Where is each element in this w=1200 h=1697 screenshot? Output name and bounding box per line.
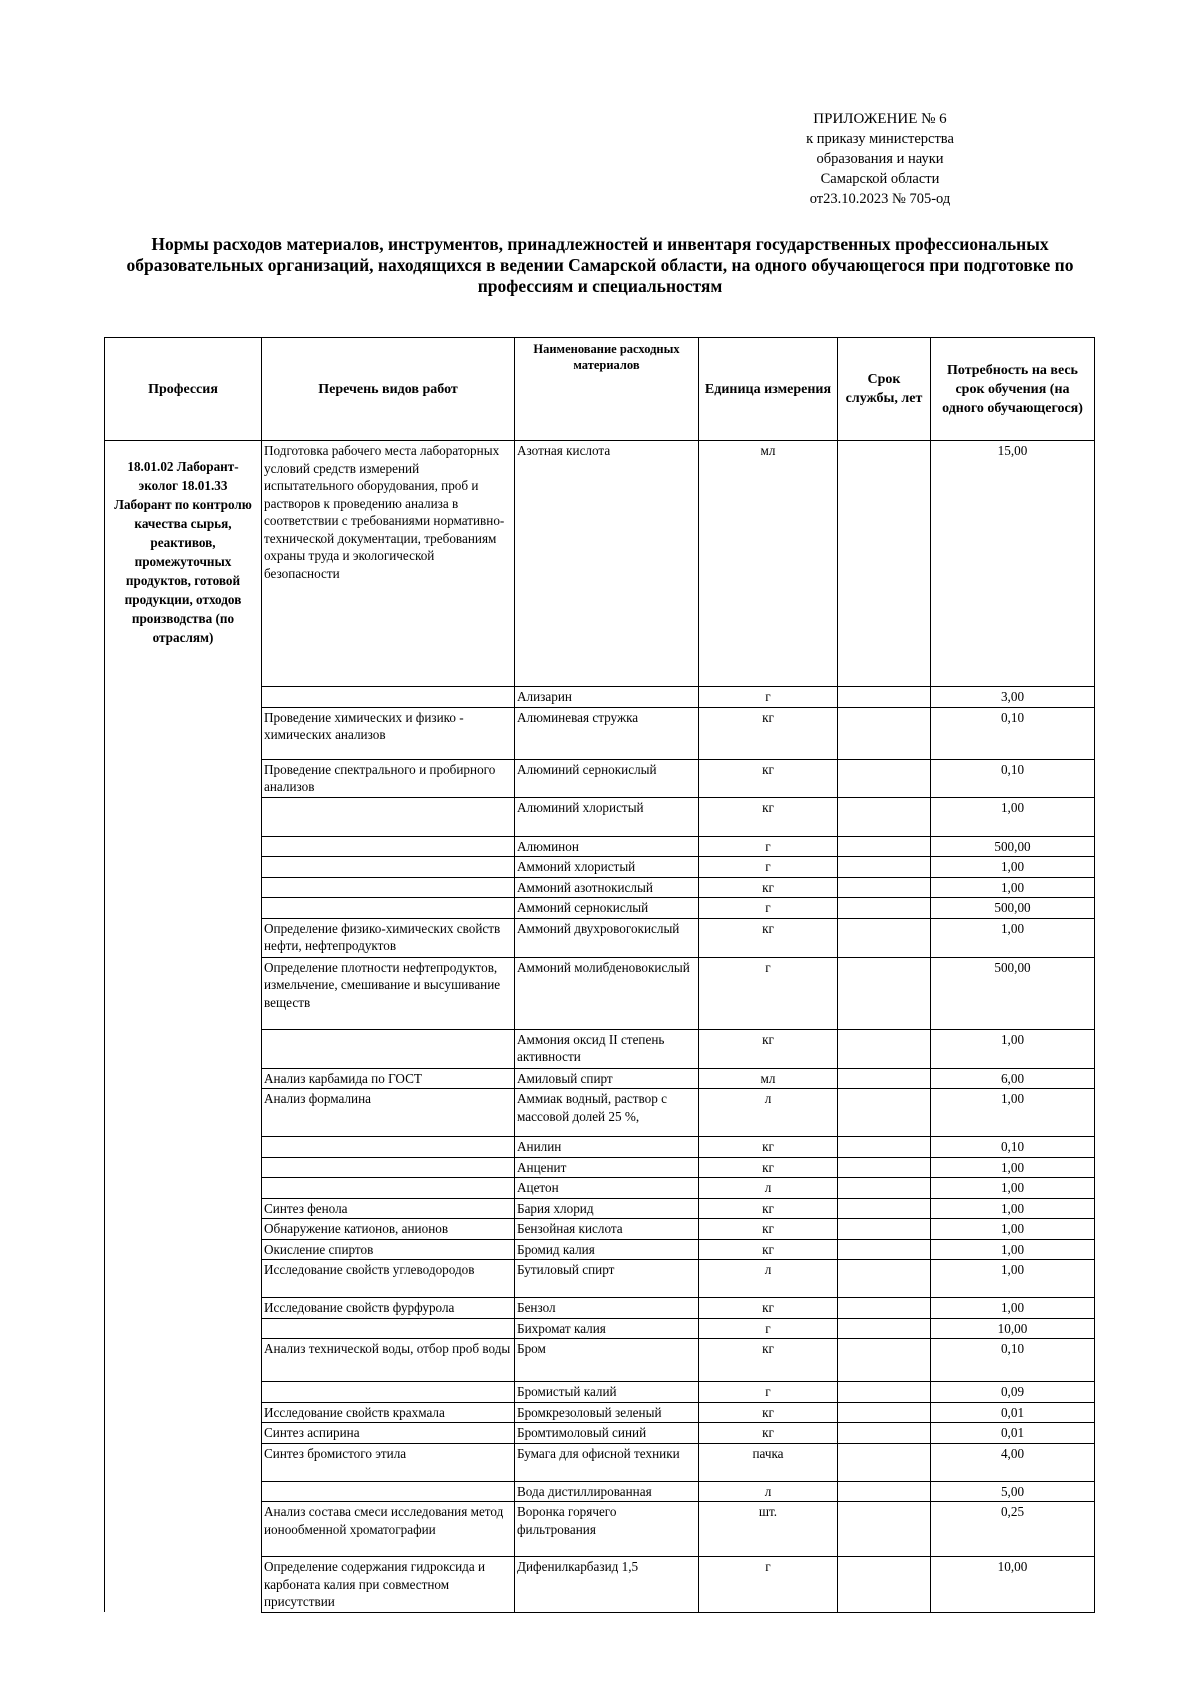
need-cell: 1,00 xyxy=(931,797,1095,836)
work-cell: Анализ технической воды, отбор проб воды xyxy=(262,1339,515,1382)
material-cell: Бария хлорид xyxy=(515,1198,699,1219)
material-cell: Бромистый калий xyxy=(515,1382,699,1403)
material-cell: Ацетон xyxy=(515,1178,699,1199)
work-cell xyxy=(262,877,515,898)
material-cell: Вода дистиллированная xyxy=(515,1481,699,1502)
work-cell: Анализ карбамида по ГОСТ xyxy=(262,1068,515,1089)
service-life-cell xyxy=(838,1481,931,1502)
material-cell: Бихромат калия xyxy=(515,1318,699,1339)
service-life-cell xyxy=(838,759,931,797)
unit-cell: кг xyxy=(699,1423,838,1444)
appendix-line: Самарской области xyxy=(820,171,940,187)
unit-cell: кг xyxy=(699,1402,838,1423)
unit-cell: г xyxy=(699,898,838,919)
unit-cell: г xyxy=(699,836,838,857)
service-life-cell xyxy=(838,857,931,878)
service-life-cell xyxy=(838,877,931,898)
header-materials: Наименование расходных материалов xyxy=(515,338,699,441)
table-header-row xyxy=(105,338,1095,441)
need-cell: 1,00 xyxy=(931,1260,1095,1298)
work-cell: Проведение химических и физико - химических анализов xyxy=(262,707,515,759)
need-cell: 500,00 xyxy=(931,836,1095,857)
unit-cell: шт. xyxy=(699,1502,838,1557)
material-cell: Бумага для офисной техники xyxy=(515,1443,699,1481)
work-cell: Окисление спиртов xyxy=(262,1239,515,1260)
service-life-cell xyxy=(838,1318,931,1339)
work-cell: Определение физико-химических свойств нефти, нефтепродуктов xyxy=(262,918,515,957)
work-cell: Определение содержания гидроксида и карбоната калия при совместном присутствии xyxy=(262,1557,515,1613)
unit-cell: кг xyxy=(699,759,838,797)
unit-cell: г xyxy=(699,957,838,1029)
material-cell: Бром xyxy=(515,1339,699,1382)
material-cell: Алюминон xyxy=(515,836,699,857)
header-works: Перечень видов работ xyxy=(262,338,515,441)
unit-cell: г xyxy=(699,857,838,878)
need-cell: 0,10 xyxy=(931,759,1095,797)
need-cell: 10,00 xyxy=(931,1318,1095,1339)
need-cell: 1,00 xyxy=(931,1198,1095,1219)
material-cell: Бензол xyxy=(515,1298,699,1319)
material-cell: Амиловый спирт xyxy=(515,1068,699,1089)
service-life-cell xyxy=(838,707,931,759)
work-cell xyxy=(262,1137,515,1158)
work-cell xyxy=(262,1318,515,1339)
header-profession: Профессия xyxy=(105,338,262,441)
need-cell: 1,00 xyxy=(931,1157,1095,1178)
need-cell: 10,00 xyxy=(931,1557,1095,1613)
need-cell: 0,10 xyxy=(931,1137,1095,1158)
material-cell: Аммоний двухровогокислый xyxy=(515,918,699,957)
material-cell: Бромид калия xyxy=(515,1239,699,1260)
material-cell: Азотная кислота xyxy=(515,441,699,687)
unit-cell: мл xyxy=(699,441,838,687)
need-cell: 0,25 xyxy=(931,1502,1095,1557)
unit-cell: л xyxy=(699,1089,838,1137)
service-life-cell xyxy=(838,1260,931,1298)
service-life-cell xyxy=(838,1219,931,1240)
need-cell: 1,00 xyxy=(931,877,1095,898)
unit-cell: г xyxy=(699,1318,838,1339)
appendix-line: образования и науки xyxy=(816,151,944,167)
work-cell xyxy=(262,1157,515,1178)
norms-table xyxy=(104,337,1095,1613)
material-cell: Аммоний хлористый xyxy=(515,857,699,878)
unit-cell: кг xyxy=(699,1239,838,1260)
appendix-line: от23.10.2023 № 705-од xyxy=(809,191,951,207)
unit-cell: кг xyxy=(699,1157,838,1178)
material-cell: Бромкрезоловый зеленый xyxy=(515,1402,699,1423)
work-cell: Анализ состава смеси исследования метод ионообменной хроматографии xyxy=(262,1502,515,1557)
work-cell xyxy=(262,1178,515,1199)
service-life-cell xyxy=(838,1068,931,1089)
need-cell: 0,10 xyxy=(931,1339,1095,1382)
document-title: Нормы расходов материалов, инструментов, принадлежностей и инвентаря государственных профессиональных образовательных организаций, находящихся в ведении Самарской области, на одного обучающегося при подготовке по профессиям и специальностям xyxy=(126,234,1074,296)
unit-cell: кг xyxy=(699,1298,838,1319)
unit-cell: л xyxy=(699,1481,838,1502)
work-cell: Подготовка рабочего места лабораторных условий средств измерений испытательного оборудования, проб и растворов к проведению анализа в соответствии с требованиями нормативно-технической документации, требованиям охраны труда и экологической безопасности xyxy=(262,441,515,687)
material-cell: Аммоний сернокислый xyxy=(515,898,699,919)
material-cell: Аммиак водный, раствор с массовой долей 25 %, xyxy=(515,1089,699,1137)
service-life-cell xyxy=(838,898,931,919)
appendix-line: к приказу министерства xyxy=(806,131,954,147)
need-cell: 1,00 xyxy=(931,1029,1095,1068)
unit-cell: кг xyxy=(699,1219,838,1240)
header-unit: Единица измерения xyxy=(699,338,838,441)
material-cell: Бромтимоловый синий xyxy=(515,1423,699,1444)
service-life-cell xyxy=(838,797,931,836)
need-cell: 3,00 xyxy=(931,687,1095,708)
work-cell: Синтез аспирина xyxy=(262,1423,515,1444)
material-cell: Аммония оксид II степень активности xyxy=(515,1029,699,1068)
unit-cell: кг xyxy=(699,918,838,957)
service-life-cell xyxy=(838,1298,931,1319)
service-life-cell xyxy=(838,441,931,687)
unit-cell: кг xyxy=(699,1339,838,1382)
unit-cell: кг xyxy=(699,1137,838,1158)
service-life-cell xyxy=(838,1423,931,1444)
work-cell: Определение плотности нефтепродуктов, измельчение, смешивание и высушивание веществ xyxy=(262,957,515,1029)
need-cell: 0,01 xyxy=(931,1423,1095,1444)
service-life-cell xyxy=(838,1157,931,1178)
unit-cell: кг xyxy=(699,1029,838,1068)
unit-cell: г xyxy=(699,687,838,708)
service-life-cell xyxy=(838,1029,931,1068)
work-cell xyxy=(262,687,515,708)
material-cell: Дифенилкарбазид 1,5 xyxy=(515,1557,699,1613)
profession-cell: 18.01.02 Лаборант-эколог 18.01.33 Лаборант по контролю качества сырья, реактивов, промежуточных продуктов, готовой продукции, отходов производства (по отраслям) xyxy=(105,441,262,1613)
header-service-life: Срок службы, лет xyxy=(838,338,931,441)
need-cell: 6,00 xyxy=(931,1068,1095,1089)
work-cell xyxy=(262,857,515,878)
material-cell: Ализарин xyxy=(515,687,699,708)
unit-cell: л xyxy=(699,1178,838,1199)
need-cell: 1,00 xyxy=(931,857,1095,878)
need-cell: 15,00 xyxy=(931,441,1095,687)
service-life-cell xyxy=(838,1557,931,1613)
appendix-number: ПРИЛОЖЕНИЕ № 6 xyxy=(813,111,947,127)
work-cell: Анализ формалина xyxy=(262,1089,515,1137)
need-cell: 0,09 xyxy=(931,1382,1095,1403)
material-cell: Анилин xyxy=(515,1137,699,1158)
need-cell: 1,00 xyxy=(931,1298,1095,1319)
unit-cell: г xyxy=(699,1557,838,1613)
service-life-cell xyxy=(838,918,931,957)
header-need: Потребность на весь срок обучения (на одного обучающегося) xyxy=(931,338,1095,441)
work-cell: Синтез бромистого этила xyxy=(262,1443,515,1481)
table-row xyxy=(105,441,1095,687)
service-life-cell xyxy=(838,1339,931,1382)
material-cell: Анценит xyxy=(515,1157,699,1178)
unit-cell: пачка xyxy=(699,1443,838,1481)
need-cell: 500,00 xyxy=(931,957,1095,1029)
service-life-cell xyxy=(838,1382,931,1403)
service-life-cell xyxy=(838,1443,931,1481)
material-cell: Алюминевая стружка xyxy=(515,707,699,759)
service-life-cell xyxy=(838,957,931,1029)
service-life-cell xyxy=(838,1198,931,1219)
work-cell: Проведение спектрального и пробирного анализов xyxy=(262,759,515,797)
work-cell: Исследование свойств фурфурола xyxy=(262,1298,515,1319)
service-life-cell xyxy=(838,1178,931,1199)
work-cell xyxy=(262,797,515,836)
need-cell: 1,00 xyxy=(931,1089,1095,1137)
unit-cell: л xyxy=(699,1260,838,1298)
service-life-cell xyxy=(838,1239,931,1260)
need-cell: 1,00 xyxy=(931,918,1095,957)
need-cell: 0,01 xyxy=(931,1402,1095,1423)
service-life-cell xyxy=(838,1137,931,1158)
service-life-cell xyxy=(838,1402,931,1423)
work-cell xyxy=(262,1029,515,1068)
material-cell: Алюминий хлористый xyxy=(515,797,699,836)
work-cell: Обнаружение катионов, анионов xyxy=(262,1219,515,1240)
need-cell: 0,10 xyxy=(931,707,1095,759)
unit-cell: мл xyxy=(699,1068,838,1089)
work-cell xyxy=(262,1481,515,1502)
need-cell: 1,00 xyxy=(931,1178,1095,1199)
material-cell: Бензойная кислота xyxy=(515,1219,699,1240)
service-life-cell xyxy=(838,687,931,708)
unit-cell: кг xyxy=(699,707,838,759)
work-cell: Исследование свойств крахмала xyxy=(262,1402,515,1423)
unit-cell: кг xyxy=(699,797,838,836)
work-cell: Исследование свойств углеводородов xyxy=(262,1260,515,1298)
need-cell: 4,00 xyxy=(931,1443,1095,1481)
material-cell: Воронка горячего фильтрования xyxy=(515,1502,699,1557)
appendix-block xyxy=(780,109,980,209)
service-life-cell xyxy=(838,1089,931,1137)
service-life-cell xyxy=(838,836,931,857)
need-cell: 5,00 xyxy=(931,1481,1095,1502)
need-cell: 1,00 xyxy=(931,1239,1095,1260)
service-life-cell xyxy=(838,1502,931,1557)
work-cell xyxy=(262,836,515,857)
unit-cell: г xyxy=(699,1382,838,1403)
unit-cell: кг xyxy=(699,877,838,898)
work-cell xyxy=(262,898,515,919)
work-cell xyxy=(262,1382,515,1403)
work-cell: Синтез фенола xyxy=(262,1198,515,1219)
material-cell: Бутиловый спирт xyxy=(515,1260,699,1298)
unit-cell: кг xyxy=(699,1198,838,1219)
need-cell: 500,00 xyxy=(931,898,1095,919)
material-cell: Аммоний молибденовокислый xyxy=(515,957,699,1029)
material-cell: Алюминий сернокислый xyxy=(515,759,699,797)
material-cell: Аммоний азотнокислый xyxy=(515,877,699,898)
need-cell: 1,00 xyxy=(931,1219,1095,1240)
